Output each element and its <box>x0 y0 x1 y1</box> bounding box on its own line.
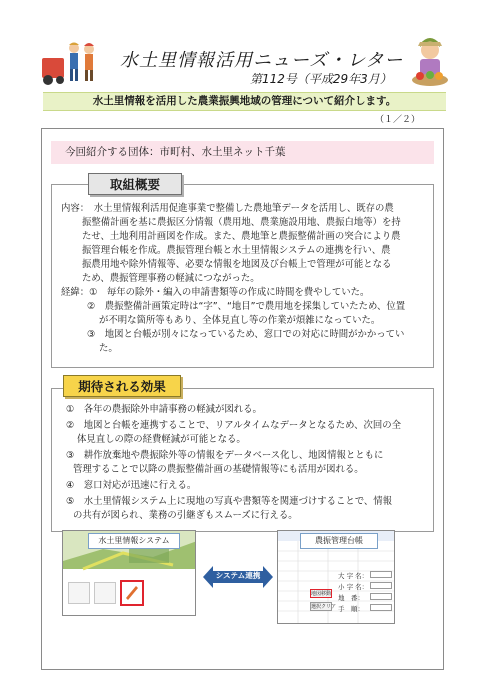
overview-line: 振農用地や除外情報等、必要な情報を地図及び台帳上で管理が可能となる <box>82 259 392 270</box>
ledger-field-input[interactable] <box>370 593 392 600</box>
toolbar-button[interactable] <box>68 582 90 604</box>
overview-line: ため、農振管理事務の軽減につながった。 <box>82 273 260 284</box>
farmers-illustration <box>42 40 100 86</box>
ledger-link-button[interactable] <box>120 580 144 606</box>
gis-system-caption: 水土里情報システム <box>88 533 180 549</box>
masthead <box>0 0 478 92</box>
toolbar-button[interactable] <box>94 582 116 604</box>
overview-line: たせ、土地利用計画図を作成。また、農地筆と農振整備計画の突合により農 <box>82 231 401 242</box>
ribbon-toolbar <box>62 578 196 614</box>
background-line: ③ 地図と台帳が別々になっているため、窓口での対応に時間がかかってい <box>87 329 405 340</box>
introduced-organizations: 今回紹介する団体：市町村、水土里ネット千葉 <box>51 141 434 164</box>
ledger-field-input[interactable] <box>370 582 392 589</box>
overview-heading: 取組概要 <box>88 173 182 195</box>
effect-item: の共有が図られ、業務の引継ぎもスムーズに行える。 <box>73 510 298 521</box>
effect-item: ④ 窓口対応が迅速に行える。 <box>66 480 197 491</box>
page-number: （１／２） <box>375 115 421 125</box>
ledger-field-label: 大 字 名： <box>338 572 369 580</box>
system-link-label: システム連携 <box>215 571 261 580</box>
overview-line: 振整備計画を基に農振区分情報（農用地、農業施設用地、農振白地等）を持 <box>82 217 401 228</box>
effect-item: 管理することで以降の農振整備計画の基礎情報等にも活用が図れる。 <box>73 464 364 475</box>
effects-heading: 期待される効果 <box>63 375 181 397</box>
background-line: が不明な箇所等もあり、全体見直し等の作業が煩雑になっていた。 <box>99 315 381 326</box>
headline-banner: 水土里情報を活用した農業振興地域の管理について紹介します。 <box>43 92 446 111</box>
issue-number: 第112号（平成29年3月） <box>250 72 392 86</box>
ledger-caption: 農振管理台帳 <box>300 533 378 549</box>
overview-line: 内容： 水土里情報利活用促進事業で整備した農地筆データを活用し、既存の農 <box>61 203 394 214</box>
ledger-field-label: 小 字 名： <box>338 583 369 591</box>
ledger-field-label: 手 順： <box>338 605 364 613</box>
effect-item: ③ 耕作放棄地や農振除外等の情報をデータベース化し、地図情報とともに <box>66 450 384 461</box>
clear-selection-button[interactable]: 選択クリア <box>311 604 337 610</box>
effect-item: ① 各年の農振除外申請事務の軽減が図れる。 <box>66 404 262 415</box>
ledger-field-input[interactable] <box>370 604 392 611</box>
farmer-with-vegetables-illustration <box>404 38 456 88</box>
background-line: ② 農振整備計画策定時は“字”、“地目”で農用地を採集していたため、位置 <box>87 301 406 312</box>
effect-item: ② 地図と台帳を連携することで、リアルタイムなデータとなるため、次回の全 <box>66 420 402 431</box>
effect-item: ⑤ 水土里情報システム上に現地の写真や書類等を関連づけすることで、情報 <box>66 496 393 507</box>
overview-line: 振管理台帳を作成。農振管理台帳と水土里情報システムの連携を行い、農 <box>82 245 391 256</box>
background-line: た。 <box>99 343 118 354</box>
background-line: 経緯：① 毎年の除外・編入の申請書類等の作成に時間を費やしていた。 <box>61 287 370 298</box>
newsletter-title: 水土里情報活用ニューズ・レター <box>120 50 404 71</box>
map-move-button[interactable]: 地図移動 <box>311 591 332 597</box>
effect-item: 体見直しの際の経費軽減が可能となる。 <box>77 434 246 445</box>
pen-icon <box>122 582 142 602</box>
ledger-field-label: 地 番： <box>338 594 364 602</box>
ledger-field-input[interactable] <box>370 571 392 578</box>
